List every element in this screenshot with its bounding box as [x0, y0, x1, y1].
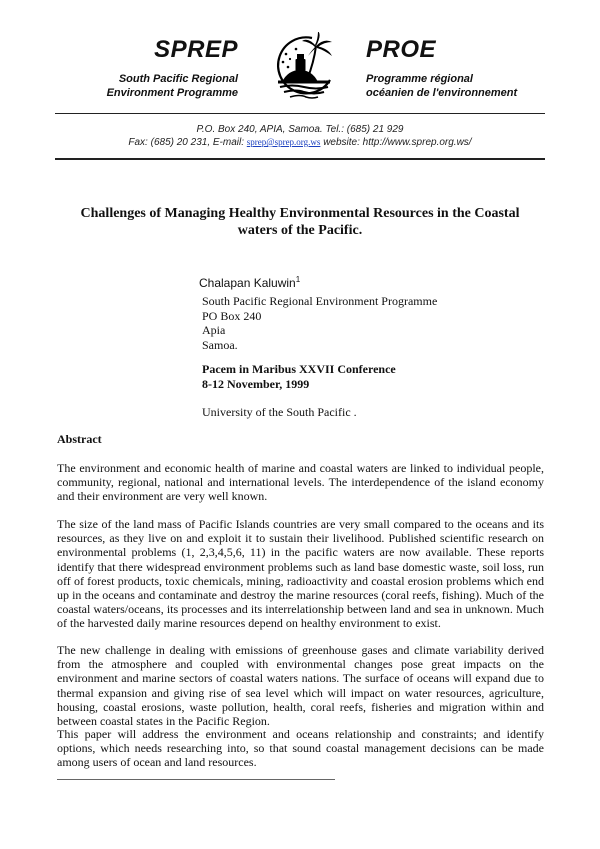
author: [199, 275, 300, 290]
conference-dates: 8-12 November, 1999: [202, 377, 310, 391]
abstract-paragraph: The size of the land mass of Pacific Islands countries are very small compared to the oceans and its resources, as they live on and exploit it to sustain their livelihood. Published scientific research on environmental problems (1, 2,3,4,5,6, 11) in the pacific waters are now available. These reports identify that there widespread environment problems such as land base domestic waste, soil loss, run off of forest products, toxic chemicals, mining, radioactivity and coastal erosion problems which end up in the oceans and contaminate and destroy the marine resources (coral reefs, fishing). Much of the coastal waters/oceans, its processes and its interrelationship between land and sea in unknown. Much of the harvested daily marine resources depend on healthy environment to exist.: [57, 517, 544, 631]
abstract-paragraph: The environment and economic health of marine and coastal waters are linked to individual people, community, regional, national and international levels. The interdependence of the island economy and their environment are very well known.: [57, 461, 544, 504]
sprep-title: SPREP: [154, 36, 238, 63]
contact-fax: Fax: (685) 20 231, E-mail:: [128, 137, 244, 148]
sprep-subtitle-line1: South Pacific Regional: [118, 73, 238, 85]
contact-fax-email-web: [55, 136, 545, 149]
conference-info: [202, 362, 396, 392]
letterhead-divider-bottom: [55, 158, 545, 160]
paper-title-line1: Challenges of Managing Healthy Environmental Resources in the Coastal: [80, 206, 520, 221]
paper-title-line2: waters of the Pacific.: [237, 223, 363, 238]
proe-subtitle-line2: océanien de l'environnement: [366, 87, 518, 99]
proe-subtitle: [366, 72, 517, 100]
contact-address: P.O. Box 240, APIA, Samoa. Tel.: (685) 21 929: [196, 124, 404, 135]
abstract-paragraph: The new challenge in dealing with emissions of greenhouse gases and climate variability derived from the atmosphere and coupled with environmental changes pose great impacts on the environment and marine sectors of coastal waters nations. The surface of oceans will expand due to thermal expansion and giving rise of sea level which will impact on water resources, agriculture, housing, coastal erosions, waste pollution, health, coral reefs, fisheries and migration within and between coastal states in the Pacific Region.: [57, 643, 544, 729]
letterhead-divider-top: [55, 113, 545, 114]
contact-email-link[interactable]: sprep@sprep.org.ws: [246, 137, 321, 147]
paper-title: [60, 205, 540, 239]
affiliation-line: South Pacific Regional Environment Programme: [202, 294, 438, 308]
affiliation-line: Apia: [202, 323, 226, 337]
abstract-paragraph: This paper will address the environment and oceans relationship and constraints; and identify options, which needs researching into, so that sound coastal management decisions can be made among users of ocean and land resources.: [57, 727, 544, 770]
author-name: Chalapan Kaluwin: [199, 276, 296, 290]
proe-subtitle-line1: Programme régional: [366, 73, 473, 85]
venue: University of the South Pacific .: [202, 405, 357, 419]
footnote-separator: [57, 779, 335, 780]
affiliation-line: PO Box 240: [202, 308, 262, 323]
conference-name: Pacem in Maribus XXVII Conference: [202, 362, 396, 376]
author-footnote-mark: 1: [295, 275, 301, 284]
author-affiliation: [202, 294, 437, 352]
contact-website: website: http://www.sprep.org.ws/: [323, 137, 472, 148]
affiliation-line: Samoa.: [202, 337, 238, 352]
abstract-heading: Abstract: [57, 432, 102, 446]
sprep-subtitle: [107, 72, 238, 100]
palm-island-emblem-icon: [272, 32, 336, 100]
proe-title: PROE: [366, 36, 437, 63]
sprep-subtitle-line2: Environment Programme: [106, 87, 238, 99]
